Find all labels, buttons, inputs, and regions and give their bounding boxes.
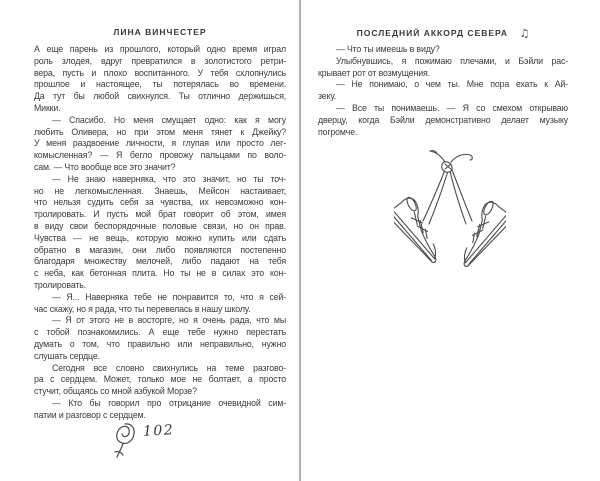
right-running-header-title: ПОСЛЕДНИЙ АККОРД СЕВЕРА xyxy=(356,28,509,38)
paragraph xyxy=(318,56,568,80)
text-line: погромче. xyxy=(318,126,358,137)
text-line: — Не знаю наверняка, что это значит, но ты точ- xyxy=(52,173,286,184)
text-line: Микки. xyxy=(34,102,61,113)
paragraph xyxy=(34,398,286,422)
text-line: тролировать. И пусть мой брат говорит об этом, имея xyxy=(34,209,286,220)
right-page-text xyxy=(318,44,568,138)
text-line: любить Оливера, но при этом меня тянет к Джейку? xyxy=(34,126,286,137)
text-line: дверцу, когда Бэйли демонстративно делает музыку xyxy=(318,114,568,125)
hanging-sneakers-illustration xyxy=(394,149,506,269)
text-line: Да тут бы любой свихнулся. Ты отлично держишься, xyxy=(34,91,286,102)
balloon-doodle-icon xyxy=(111,421,138,461)
text-line: — Спасибо. Но меня смущает одно: как я могу xyxy=(52,114,286,125)
text-line: — Что ты имеешь в виду? xyxy=(336,44,440,54)
text-line: Чувства — не вещь, которую можно купить или сдать xyxy=(34,232,286,243)
paragraph xyxy=(34,174,286,292)
text-line: что нельзя судить себя за чувства, их невозможно кон- xyxy=(34,197,286,208)
text-line: прошлое и настоящее, ты потерялась во времени. xyxy=(34,79,286,90)
text-line: — Я от этого не в восторге, но я очень рада, что мы xyxy=(52,315,286,326)
text-line: — Не понимаю, о чем ты. Мне пора ехать к Ай- xyxy=(336,79,568,90)
text-line: с неба, как бетонная плита. Но ты не в силах это кон- xyxy=(34,268,286,279)
text-line: — Я... Наверняка тебе не понравится то, что я сей- xyxy=(52,291,286,302)
text-line: с тобой познакомились. А еще тебе нужно перестать xyxy=(34,327,286,338)
text-line: крывает рот от возмущения. xyxy=(318,67,430,78)
text-line: У меня раздвоение личности, я глупая или просто лег- xyxy=(34,138,286,149)
text-line: благодаря множеству мелочей, либо падают на тебя xyxy=(34,256,286,267)
paragraph xyxy=(34,363,286,398)
right-page xyxy=(300,0,600,481)
text-line: патии и разговор с сердцем. xyxy=(34,409,146,420)
text-line: — Кто бы говорил про отрицание очевидной сим- xyxy=(52,397,286,408)
text-line: зеку. xyxy=(318,91,336,102)
text-line: стучит, общаясь со мной азбукой Морзе? xyxy=(34,386,197,397)
text-line: Сегодня все словно свихнулись на теме разгово- xyxy=(52,362,286,373)
left-page-text xyxy=(34,44,286,422)
text-line: думать о том, что правильно или неправильно, нужно xyxy=(34,338,286,349)
paragraph xyxy=(34,315,286,362)
music-notes-icon: ♫ xyxy=(519,27,530,40)
paragraph xyxy=(34,292,286,316)
paragraph xyxy=(318,103,568,138)
text-line: сам. — Что вообще все это значит? xyxy=(34,161,176,172)
text-line: но не легкомысленная. Знаешь, Мейсон настаивает, xyxy=(34,185,286,196)
text-line: роль злодея, вдруг превратился в золотистого ретри- xyxy=(34,55,286,66)
text-line: — Все ты понимаешь. — Я со смехом открываю xyxy=(336,102,568,113)
paragraph xyxy=(34,44,286,115)
page-number: 102 xyxy=(142,422,175,440)
text-line: комысленная? — Я бегло провожу пальцами по воло- xyxy=(34,150,286,161)
text-line: вера, пусть и плохо воспитанного. У тебя схлопнулись xyxy=(34,67,286,78)
paragraph xyxy=(34,115,286,174)
text-line: тролировать. xyxy=(34,279,86,290)
left-running-header: ЛИНА ВИНЧЕСТЕР xyxy=(113,27,207,37)
paragraph xyxy=(318,44,568,56)
text-line: обратно в магазин, они либо появляются постепенно xyxy=(34,244,286,255)
text-line: Улыбнувшись, я пожимаю плечами, и Бэйли рас- xyxy=(336,55,568,66)
paragraph xyxy=(318,79,568,103)
text-line: ра с сердцем. Может, только мое не болтает, а просто xyxy=(34,374,286,385)
right-running-header xyxy=(318,27,568,40)
text-line: слушать сердце. xyxy=(34,350,100,361)
text-line: А еще парень из прошлого, который одно время играл xyxy=(34,44,286,54)
text-line: час скажу, но я рада, что ты перевелась в нашу школу. xyxy=(34,303,251,314)
text-line: в виду свои беспорядочные половые связи, но он прав. xyxy=(34,220,286,231)
